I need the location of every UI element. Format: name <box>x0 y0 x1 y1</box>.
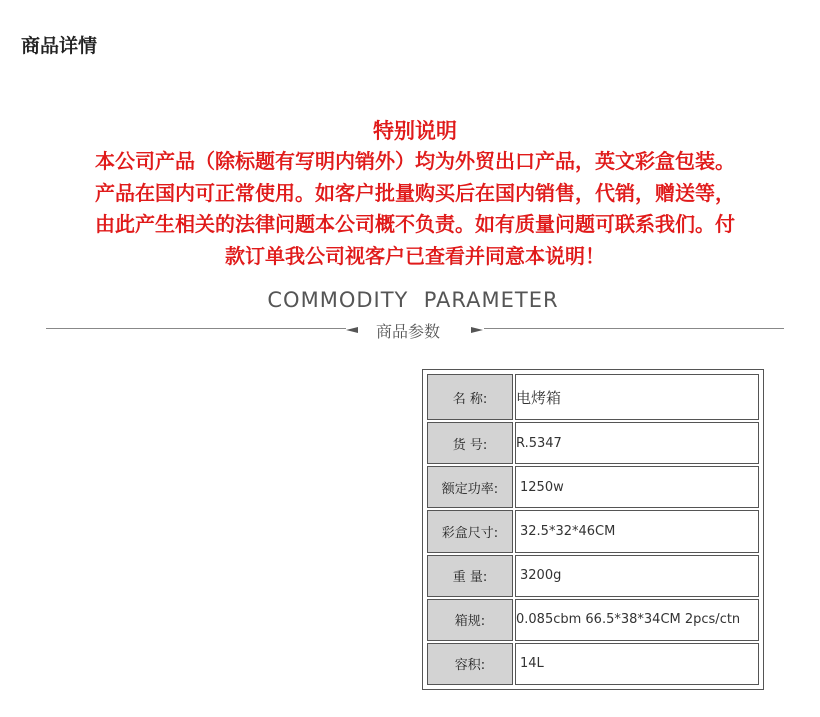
spec-value: 0.085cbm 66.5*38*34CM 2pcs/ctn <box>515 599 759 641</box>
diamond-left-icon <box>346 327 358 333</box>
spec-label: 重 量: <box>427 555 513 597</box>
special-notice <box>20 116 810 272</box>
spec-label: 箱规: <box>427 599 513 641</box>
spec-value: R.5347 <box>515 422 759 464</box>
table-row <box>427 374 759 420</box>
table-row <box>427 599 759 641</box>
table-row <box>427 510 759 552</box>
spec-label: 额定功率: <box>427 466 513 508</box>
table-row <box>427 466 759 508</box>
spec-label: 货 号: <box>427 422 513 464</box>
spec-value: 电烤箱 <box>515 374 759 420</box>
table-row <box>427 422 759 464</box>
parameter-heading-en: COMMODITY PARAMETER <box>267 288 559 312</box>
spec-table <box>422 369 764 690</box>
notice-line: 本公司产品（除标题有写明内销外）均为外贸出口产品，英文彩盒包装。 <box>95 149 735 173</box>
divider-right <box>484 328 784 329</box>
diamond-right-icon <box>471 327 483 333</box>
parameter-heading-cn: 商品参数 <box>376 322 441 341</box>
notice-title: 特别说明 <box>373 119 457 143</box>
spec-value: 14L <box>515 643 759 685</box>
notice-line: 产品在国内可正常使用。如客户批量购买后在国内销售，代销，赠送等， <box>95 180 735 205</box>
divider-left <box>46 328 346 329</box>
spec-value: 32.5*32*46CM <box>515 510 759 552</box>
table-row <box>427 643 759 685</box>
spec-label: 名 称: <box>427 374 513 420</box>
notice-body <box>20 146 810 272</box>
spec-label: 容积: <box>427 643 513 685</box>
notice-line: 由此产生相关的法律问题本公司概不负责。如有质量问题可联系我们。付 <box>95 212 735 236</box>
spec-value: 1250w <box>515 466 759 508</box>
section-title: 商品详情 <box>21 35 98 57</box>
spec-value: 3200g <box>515 555 759 597</box>
spec-label: 彩盒尺寸: <box>427 510 513 552</box>
table-row <box>427 555 759 597</box>
notice-line: 款订单我公司视客户已查看并同意本说明！ <box>225 243 605 268</box>
